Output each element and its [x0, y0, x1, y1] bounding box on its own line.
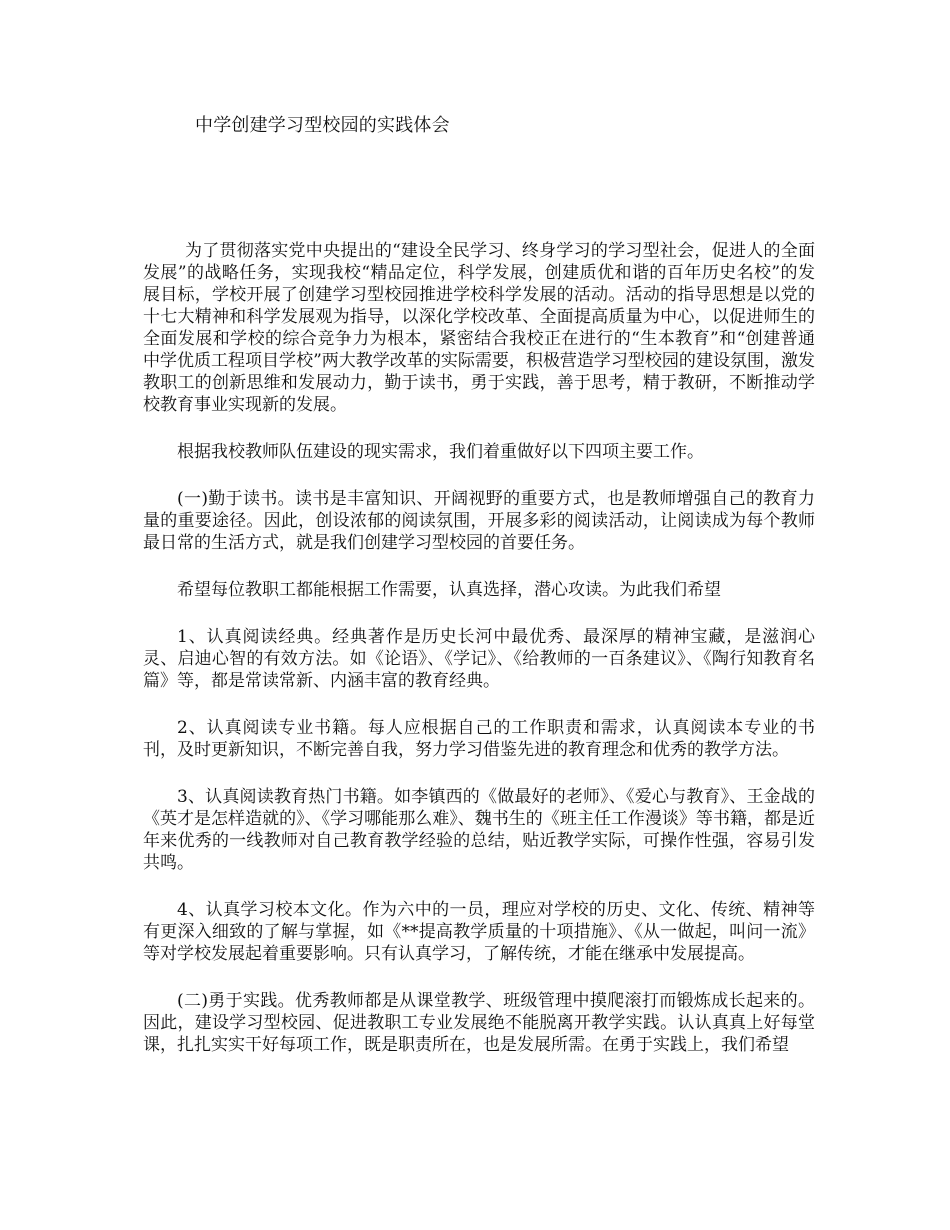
- paragraph-overview: 根据我校教师队伍建设的现实需求，我们着重做好以下四项主要工作。: [177, 442, 704, 462]
- document-title: 中学创建学习型校园的实践体会: [195, 115, 450, 136]
- list-item-4: 4、认真学习校本文化。作为六中的一员，理应对学校的历史、文化、传统、精神等有更深入细致的了解与掌握，如《**提高教学质量的十项措施》、《从一做起，叫问一流》等对学校发展起着重要影响。只有认真学习，了解传统，才能在继承中发展提高。: [143, 900, 815, 964]
- document-body: [143, 240, 815, 1081]
- list-item-2: 2、认真阅读专业书籍。每人应根据自己的工作职责和需求，认真阅读本专业的书刊，及时更新知识，不断完善自我，努力学习借鉴先进的教育理念和优秀的教学方法。: [143, 718, 815, 760]
- paragraph-intro: 为了贯彻落实党中央提出的“建设全民学习、终身学习的学习型社会，促进人的全面发展”的战略任务，实现我校“精品定位，科学发展，创建质优和谐的百年历史名校”的发展目标，学校开展了创建学习型校园推进学校科学发展的活动。活动的指导思想是以党的十七大精神和科学发展观为指导，以深化学校改革、全面提高质量为中心，以促进师生的全面发展和学校的综合竞争力为根本，紧密结合我校正在进行的“生本教育”和“创建普通中学优质工程项目学校”两大教学改革的实际需要，积极营造学习型校园的建设氛围，激发教职工的创新思维和发展动力，勤于读书，勇于实践，善于思考，精于教研，不断推动学校教育事业实现新的发展。: [143, 241, 815, 415]
- paragraph-section-1: (一)勤于读书。读书是丰富知识、开阔视野的重要方式，也是教师增强自己的教育力量的重要途径。因此，创设浓郁的阅读氛围，开展多彩的阅读活动，让阅读成为每个教师最日常的生活方式，就是我们创建学习型校园的首要任务。: [143, 489, 815, 553]
- list-item-3: 3、认真阅读教育热门书籍。如李镇西的《做最好的老师》、《爱心与教育》、王金战的《英才是怎样造就的》、《学习哪能那么难》、魏书生的《班主任工作漫谈》等书籍，都是近年来优秀的一线教师对自己教育教学经验的总结，贴近教学实际，可操作性强，容易引发共鸣。: [143, 787, 815, 873]
- paragraph-hope: 希望每位教职工都能根据工作需要，认真选择，潜心攻读。为此我们希望: [177, 580, 721, 600]
- paragraph-section-2: (二)勇于实践。优秀教师都是从课堂教学、班级管理中摸爬滚打而锻炼成长起来的。因此，建设学习型校园、促进教职工专业发展绝不能脱离开教学实践。认认真真上好每堂课，扎扎实实干好每项工作，既是职责所在，也是发展所需。在勇于实践上，我们希望: [143, 991, 815, 1055]
- list-item-1: 1、认真阅读经典。经典著作是历史长河中最优秀、最深厚的精神宝藏，是滋润心灵、启迪心智的有效方法。如《论语》、《学记》、《给教师的一百条建议》、《陶行知教育名篇》等，都是常读常新、内涵丰富的教育经典。: [143, 627, 815, 691]
